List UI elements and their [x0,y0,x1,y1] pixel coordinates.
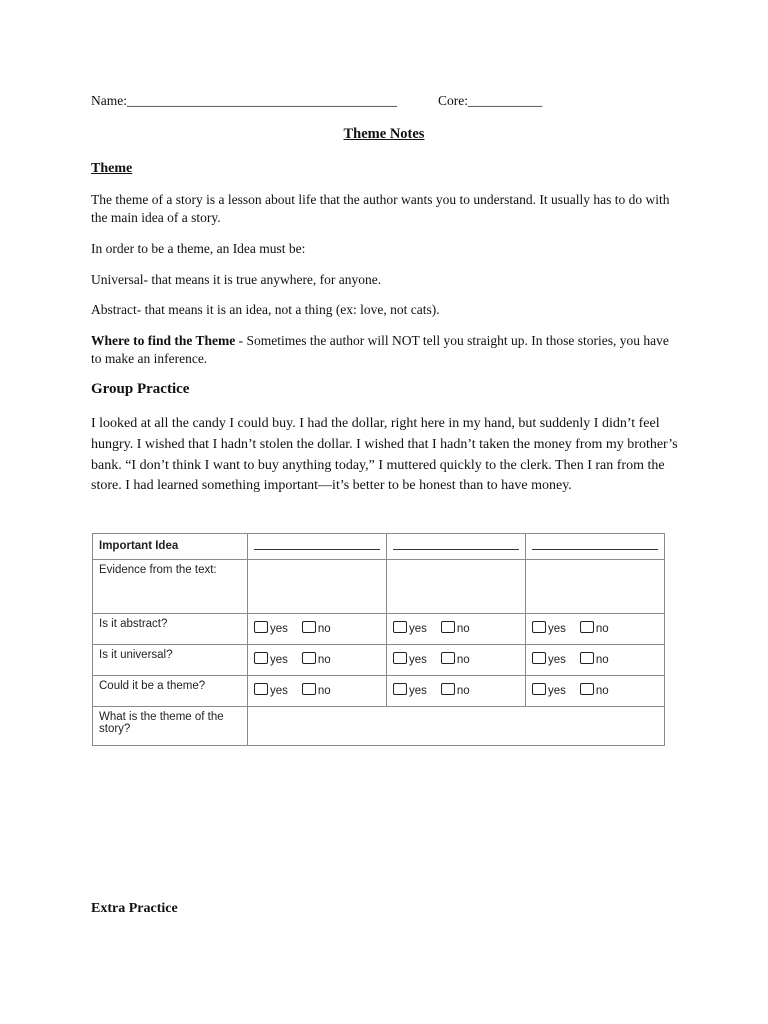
checkbox-icon [393,652,407,664]
checkbox-icon [580,683,594,695]
checkbox-icon [393,621,407,633]
yes-checkbox[interactable]: yes [254,621,288,633]
checkbox-icon [441,652,455,664]
universal-choice-3 [526,645,665,676]
checkbox-icon [580,621,594,633]
theme-choice-1 [248,676,387,707]
page-title: Theme Notes [343,126,425,142]
theme-choice-2 [387,676,526,707]
checkbox-icon [302,652,316,664]
theme-choice-3 [526,676,665,707]
theme-requirement-intro: In order to be a theme, an Idea must be: [91,241,306,256]
evidence-label: Evidence from the text: [93,560,248,614]
yes-checkbox[interactable]: yes [393,683,427,695]
core-field [438,93,542,109]
abstract-definition: Abstract- that means it is an idea, not a thing (ex: love, not cats). [91,302,440,317]
no-checkbox[interactable]: no [580,621,609,633]
where-to-find-text: - Sometimes the author will NOT tell you straight up. In those stories, you have to make an inference. [91,333,669,366]
header-row [91,93,691,109]
core-line: ___________ [468,93,543,108]
checkbox-icon [254,683,268,695]
evidence-cell-1[interactable] [248,560,387,614]
important-idea-label: Important Idea [93,534,248,560]
no-checkbox[interactable]: no [302,683,331,695]
idea-blank-line [254,540,380,550]
theme-heading: Theme [91,161,133,176]
table-row [93,614,665,645]
idea-blank-line [532,540,658,550]
name-line: ________________________________________ [127,93,397,108]
theme-question-label: Could it be a theme? [93,676,248,707]
checkbox-icon [441,621,455,633]
no-checkbox[interactable]: no [580,683,609,695]
no-checkbox[interactable]: no [441,621,470,633]
important-idea-cell-3[interactable] [526,534,665,560]
checkbox-icon [532,683,546,695]
checkbox-icon [532,652,546,664]
table-row [93,645,665,676]
yes-checkbox[interactable]: yes [532,621,566,633]
no-checkbox[interactable]: no [302,652,331,664]
where-to-find-theme [91,332,681,368]
yes-checkbox[interactable]: yes [254,683,288,695]
checkbox-icon [580,652,594,664]
yes-checkbox[interactable]: yes [393,652,427,664]
checkbox-icon [393,683,407,695]
core-label: Core: [438,93,468,108]
universal-choice-2 [387,645,526,676]
evidence-cell-3[interactable] [526,560,665,614]
universal-choice-1 [248,645,387,676]
yes-checkbox[interactable]: yes [254,652,288,664]
checkbox-icon [532,621,546,633]
universal-definition: Universal- that means it is true anywhere, for anyone. [91,272,382,287]
where-to-find-label: Where to find the Theme [91,333,236,348]
evidence-cell-2[interactable] [387,560,526,614]
no-checkbox[interactable]: no [441,652,470,664]
checkbox-icon [302,683,316,695]
abstract-choice-3 [526,614,665,645]
important-idea-cell-2[interactable] [387,534,526,560]
table-row [93,534,665,560]
theme-definition: The theme of a story is a lesson about life that the author wants you to understand. It usually has to do with the main idea of a story. [91,192,670,225]
idea-blank-line [393,540,519,550]
checkbox-icon [441,683,455,695]
yes-checkbox[interactable]: yes [532,652,566,664]
group-practice-heading: Group Practice [91,381,190,397]
no-checkbox[interactable]: no [580,652,609,664]
extra-practice-heading: Extra Practice [91,901,178,916]
table-row [93,676,665,707]
theme-analysis-table [92,533,665,746]
no-checkbox[interactable]: no [441,683,470,695]
practice-story: I looked at all the candy I could buy. I had the dollar, right here in my hand, but suddenly I didn’t feel hungry. I wished that I hadn’t stolen the dollar. I wished that I hadn’t taken the money from my brother’s bank. “I don’t think I want to buy anything today,” I muttered quickly to the clerk. Then I ran from the store. I had learned something important—it’s better to be honest than to have money. [91,416,678,494]
yes-checkbox[interactable]: yes [532,683,566,695]
checkbox-icon [254,652,268,664]
story-theme-answer-cell[interactable] [248,707,665,746]
table-row [93,707,665,746]
important-idea-cell-1[interactable] [248,534,387,560]
abstract-choice-1 [248,614,387,645]
abstract-question-label: Is it abstract? [93,614,248,645]
yes-checkbox[interactable]: yes [393,621,427,633]
checkbox-icon [302,621,316,633]
checkbox-icon [254,621,268,633]
abstract-choice-2 [387,614,526,645]
no-checkbox[interactable]: no [302,621,331,633]
story-theme-label: What is the theme of the story? [93,707,248,746]
table-row [93,560,665,614]
name-label: Name: [91,93,127,108]
universal-question-label: Is it universal? [93,645,248,676]
